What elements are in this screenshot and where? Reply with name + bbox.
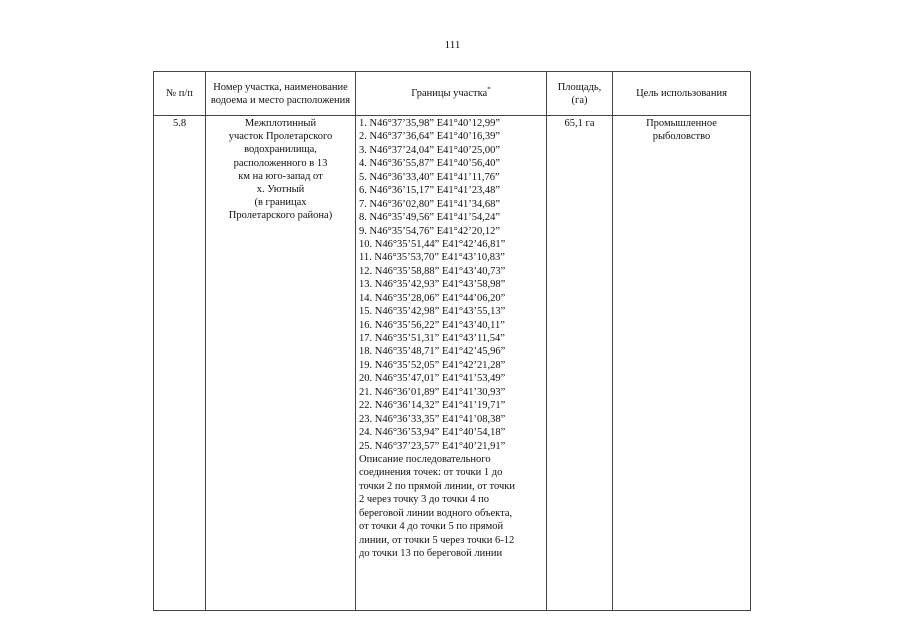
header-bounds	[356, 72, 547, 116]
coordinate-point: 21. N46°36’01,89” E41°41’30,93”	[359, 386, 506, 398]
coordinate-point: 4. N46°36’55,87” E41°40’56,40”	[359, 158, 501, 170]
coordinate-point: 10. N46°35’51,44” E41°42’46,81”	[359, 238, 506, 250]
name-line: Межплотинный	[244, 118, 317, 129]
coordinate-point: 6. N46°36’15,17” E41°41’23,48”	[359, 185, 501, 197]
name-line: х. Уютный	[256, 184, 305, 196]
header-num: № п/п	[154, 72, 206, 116]
name-line: (в границах	[254, 197, 307, 209]
coordinate-point: 23. N46°36’33,35” E41°41’08,38”	[359, 413, 506, 425]
description-line: Описание последовательного	[359, 453, 491, 465]
footnote-marker: *	[487, 85, 491, 94]
coordinate-point: 15. N46°35’42,98” E41°43’55,13”	[359, 306, 506, 318]
coordinate-point: 5. N46°36’33,40” E41°41’11,76”	[359, 171, 500, 183]
coordinate-point: 8. N46°35’49,56” E41°41’54,24”	[359, 212, 501, 224]
header-bounds-label: Границы участка	[411, 88, 488, 99]
name-line: Пролетарского района)	[228, 210, 333, 222]
description-line: точки 2 по прямой линии, от точки	[359, 480, 515, 492]
fishing-plots-table	[153, 71, 751, 611]
name-line: водохранилища,	[244, 144, 317, 156]
coordinate-point: 7. N46°36’02,80” E41°41’34,68”	[359, 198, 501, 210]
page-number: 111	[444, 39, 461, 51]
coordinate-point: 24. N46°36’53,94” E41°40’54,18”	[359, 427, 506, 439]
table-header-row	[154, 72, 751, 116]
row-area: 65,1 га	[547, 116, 613, 611]
coordinate-point: 22. N46°36’14,32” E41°41’19,71”	[359, 400, 506, 412]
name-line: км на юго-запад от	[238, 170, 323, 182]
coordinate-point: 1. N46°37’35,98” E41°40’12,99”	[359, 118, 501, 129]
description-line: соединения точек: от точки 1 до	[359, 467, 503, 479]
description-line: до точки 13 по береговой линии	[359, 548, 503, 559]
coordinate-point: 2. N46°37’36,64” E41°40’16,39”	[359, 131, 501, 143]
purpose-line: рыболовство	[652, 131, 711, 143]
coordinate-point: 9. N46°35’54,76” E41°42’20,12”	[359, 225, 501, 237]
coordinate-point: 11. N46°35’53,70” E41°43’10,83”	[359, 252, 505, 264]
header-name: Номер участка, наименование водоема и место расположения	[206, 72, 356, 116]
description-line: 2 через точку 3 до точки 4 по	[359, 494, 490, 506]
coordinate-point: 16. N46°35’56,22” E41°43’40,11”	[359, 319, 505, 331]
coordinate-point: 12. N46°35’58,88” E41°43’40,73”	[359, 265, 506, 277]
row-purpose	[613, 116, 751, 611]
row-num: 5.8	[154, 116, 206, 611]
header-purpose: Цель использования	[613, 72, 751, 116]
purpose-line: Промышленное	[646, 118, 717, 129]
row-bounds	[356, 116, 547, 611]
coordinate-point: 13. N46°35’42,93” E41°43’58,98”	[359, 279, 506, 291]
name-line: участок Пролетарского	[228, 131, 333, 143]
name-line: расположенного в 13	[233, 157, 328, 169]
header-area: Площадь, (га)	[547, 72, 613, 116]
table-row	[154, 116, 751, 611]
description-line: береговой линии водного объекта,	[359, 507, 513, 519]
description-line: линии, от точки 5 через точки 6-12	[359, 534, 515, 546]
coordinate-point: 18. N46°35’48,71” E41°42’45,96”	[359, 346, 506, 358]
row-name	[206, 116, 356, 611]
coordinate-point: 3. N46°37’24,04” E41°40’25,00”	[359, 144, 501, 156]
coordinate-point: 17. N46°35’51,31” E41°43’11,54”	[359, 333, 505, 344]
coordinate-point: 19. N46°35’52,05” E41°42’21,28”	[359, 359, 506, 371]
coordinate-point: 25. N46°37’23,57” E41°40’21,91”	[359, 440, 506, 452]
coordinate-point: 14. N46°35’28,06” E41°44’06,20”	[359, 292, 506, 304]
description-line: от точки 4 до точки 5 по прямой	[359, 521, 504, 533]
coordinate-point: 20. N46°35’47,01” E41°41’53,49”	[359, 373, 506, 385]
